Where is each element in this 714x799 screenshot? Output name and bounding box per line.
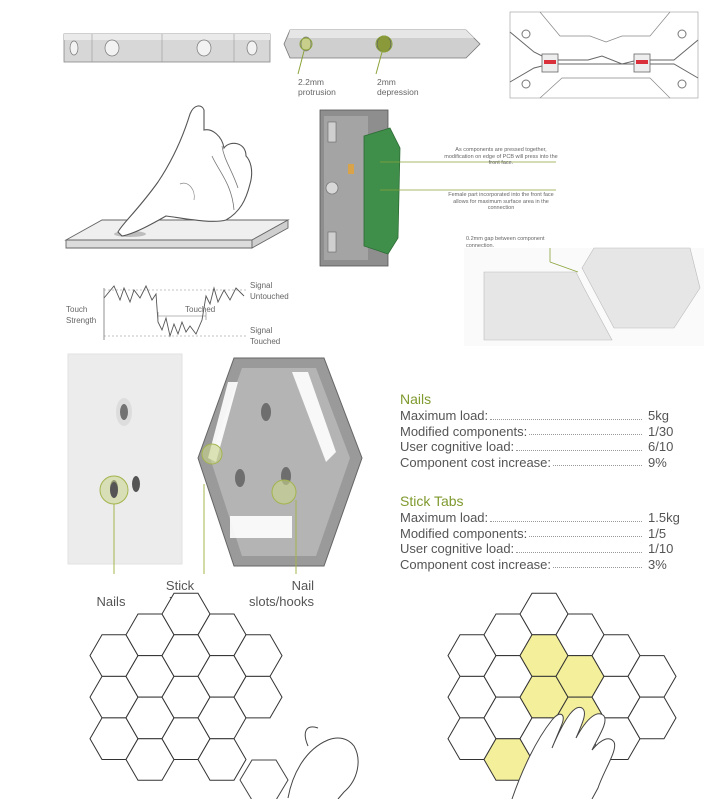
connector-detail-illustration (510, 12, 700, 100)
spec-row (400, 439, 690, 455)
protrusion-label: 2.2mm protrusion (298, 77, 336, 97)
gap-note: 0.2mm gap between component connection. (466, 236, 545, 249)
signal-touched-label-line2: Touched (250, 337, 281, 346)
spec-value: 3% (648, 556, 667, 572)
spec-label: Modified components: (400, 423, 528, 439)
hexagon-wall-left (92, 620, 362, 799)
spec-value: 1.5kg (648, 510, 680, 525)
spec-row (400, 541, 690, 557)
spec-label: Modified components: (400, 525, 528, 541)
spec-row (400, 526, 690, 542)
hexagon-wall-right (452, 620, 712, 799)
mount-callout-lines (100, 480, 320, 580)
spec-label: Maximum load: (400, 408, 489, 423)
caption-slots-line2: slots/hooks (248, 594, 314, 609)
spec-title-stick-tabs: Stick Tabs (400, 493, 464, 509)
spec-value: 6/10 (648, 439, 674, 454)
depression-label: 2mm depression (377, 77, 419, 97)
spec-row (400, 408, 690, 424)
spec-value: 9% (648, 454, 667, 470)
graph-y-label-line1: Touch (66, 305, 88, 314)
signal-untouched-label-line2: Untouched (250, 292, 289, 301)
caption-nails: Nails (96, 594, 126, 609)
spec-value: 1/10 (648, 541, 674, 556)
caption-stick-line1: Stick (165, 578, 195, 593)
spec-row (400, 455, 690, 471)
pcb-female-note: Female part incorporated into the front face allows for maximum surface area in the connection (448, 192, 554, 211)
spec-label: User cognitive load: (400, 541, 515, 556)
spec-row (400, 510, 690, 526)
spec-label: User cognitive load: (400, 439, 515, 454)
spec-title-nails: Nails (400, 391, 432, 407)
gap-illustration (464, 248, 704, 348)
spec-value: 5kg (648, 408, 669, 423)
spec-value: 1/30 (648, 423, 674, 439)
touched-label: Touched (185, 305, 216, 314)
spec-value: 1/5 (648, 525, 667, 541)
spec-block-nails (400, 391, 690, 470)
finger-touch-illustration (62, 100, 292, 260)
graph-y-label-line2: Strength (66, 316, 97, 325)
spec-label: Maximum load: (400, 510, 489, 525)
spec-label: Component cost increase: (400, 556, 552, 572)
spec-label: Component cost increase: (400, 454, 552, 470)
pcb-press-note: As components are pressed together, modification on edge of PCB will press into the front face. (444, 147, 558, 166)
spec-row (400, 424, 690, 440)
spec-row (400, 557, 690, 573)
edge-strip-illustration (64, 28, 274, 68)
spec-block-stick-tabs (400, 493, 690, 572)
caption-slots-line1: Nail (291, 578, 314, 593)
signal-untouched-label-line1: Signal (250, 281, 273, 290)
hand-holding-tile (240, 727, 358, 799)
signal-touched-label-line1: Signal (250, 326, 273, 335)
